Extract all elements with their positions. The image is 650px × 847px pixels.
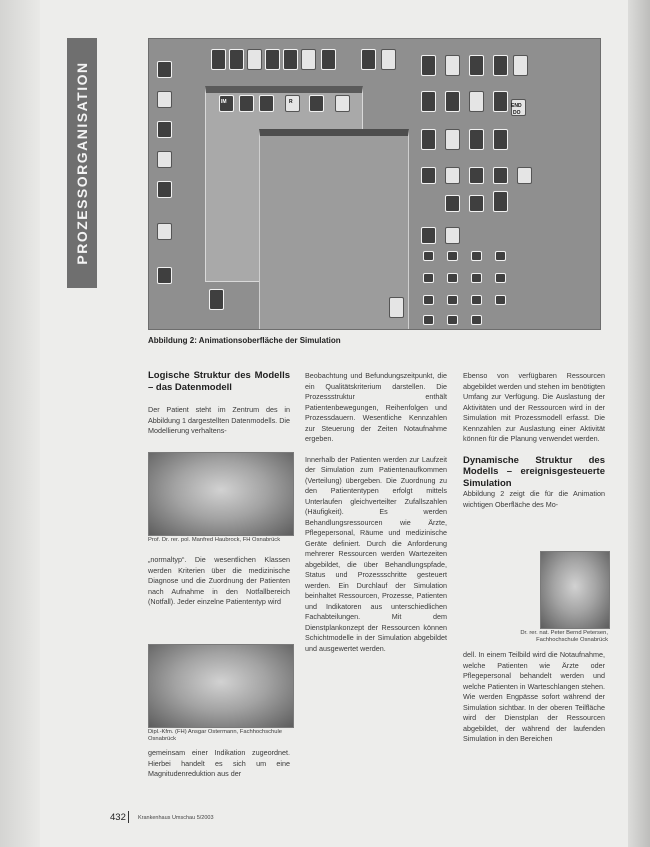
queue-icon xyxy=(447,251,458,261)
section-sidebar xyxy=(67,38,97,288)
author-photo-1 xyxy=(148,452,294,536)
figure-caption: Abbildung 2: Animationsoberfläche der Simulation xyxy=(148,336,341,345)
body-paragraph: Innerhalb der Patienten werden zur Laufzeit der Simulation zum Patientenaufkommen (Verteilung) übergeben. Die Zuordnung zu den Patiententypen erfolgt mittels Unterlaufen gleichverteilter Zufallszahlen (Häufigkeit). Es werden Behandlungsressourcen wie Ärzte, Pflegepersonal, Räume und medizinische Geräte definiert. Durch die Anforderung mehrerer Ressourcen werden Wartezeiten abgebildet, die über Behandlungspfade, Status und Prozessschritte gesteuert werden. Ein Durchlauf der Simulation beinhaltet Ressourcen, Prozesse, Patienten und Indikatoren aus unterschiedlichen Fachabteilungen. Mit dem Dienstplankonzept der Ressourcen können Schichtmodelle in der Simulation abgebildet und ausgewertet werden. xyxy=(305,454,447,653)
queue-icon xyxy=(495,295,506,305)
queue-icon xyxy=(423,315,434,325)
patient-icon xyxy=(421,129,436,150)
patient-icon xyxy=(309,95,324,112)
author-photo-3 xyxy=(540,551,610,629)
resource-icon xyxy=(157,267,172,284)
body-paragraph: dell. In einem Teilbild wird die Notaufnahme, welche Patienten wie Ärzte oder Pflegepersonal behandelt werden und welche Patienten in Warteschlangen stehen. Wie werden Engpässe sofort während der Simulation sichtbar. In der oberen Teilfläche wird der Dienstplan der Ressourcen abgebildet, der während der laufenden Simulation in den Bereichen xyxy=(463,650,605,743)
queue-icon xyxy=(423,295,434,305)
patient-icon xyxy=(301,49,316,70)
body-paragraph: Abbildung 2 zeigt die für die Animation wichtigen Oberfläche des Mo- xyxy=(463,489,605,509)
photo-caption-2: Dipl.-Kfm. (FH) Ansgar Ostermann, Fachhochschule Osnabrück xyxy=(148,729,283,743)
section-heading: Logische Struktur des Modells – das Datenmodell xyxy=(148,370,290,393)
column-1-continued xyxy=(148,555,290,608)
patient-icon xyxy=(209,289,224,310)
resource-icon xyxy=(157,151,172,168)
queue-icon xyxy=(471,295,482,305)
queue-icon xyxy=(471,273,482,283)
patient-icon xyxy=(389,297,404,318)
patient-icon xyxy=(469,55,484,76)
queue-icon xyxy=(447,273,458,283)
r-icon-label: R xyxy=(289,99,293,105)
body-paragraph: Beobachtung und Befundungszeitpunkt, die ein Qualitätskriterium darstellen. Die Prozessstruktur enthält Patientenbewegungen, Reihenfolgen und Prozessdauern. Wesentliche Kennzahlen zur Steuerung der Zeiten Notaufnahme ergeben. xyxy=(305,371,447,443)
body-paragraph: „normaltyp“. Die wesentlichen Klassen werden Kriterien über die medizinische Diagnose und die Zuordnung der Patienten nach Aufnahme in den Notfallbereich (Notfall). Jeder einzelne Patiententyp wird xyxy=(148,555,290,606)
resource-icon xyxy=(157,61,172,78)
photo-caption-3: Dr. rer. nat. Peter Bernd Petersen, Fachhochschule Osnabrück xyxy=(520,630,608,644)
page-number: 432 xyxy=(110,812,126,823)
patient-icon xyxy=(445,129,460,150)
im-icon-label: IM xyxy=(221,99,227,105)
patient-icon xyxy=(469,167,484,184)
animation-window-secondary xyxy=(259,129,409,330)
column-2 xyxy=(305,371,447,654)
queue-icon xyxy=(423,273,434,283)
patient-icon xyxy=(493,91,508,112)
body-paragraph: Der Patient steht im Zentrum des in Abbildung 1 dargestellten Datenmodells. Die Modellierung verhaltens- xyxy=(148,405,290,435)
patient-icon xyxy=(445,91,460,112)
column-3-end xyxy=(463,650,605,745)
patient-icon xyxy=(445,195,460,212)
patient-icon xyxy=(265,49,280,70)
patient-icon xyxy=(493,129,508,150)
column-1-end xyxy=(148,748,290,780)
patient-icon xyxy=(211,49,226,70)
resource-icon xyxy=(157,181,172,198)
patient-icon xyxy=(381,49,396,70)
resource-icon xyxy=(157,121,172,138)
column-3 xyxy=(463,371,605,510)
patient-icon xyxy=(469,91,484,112)
column-1 xyxy=(148,370,290,437)
queue-icon xyxy=(423,251,434,261)
patient-icon xyxy=(493,191,508,212)
page-edge-shadow xyxy=(628,0,650,847)
do-icon-label: DO xyxy=(513,110,521,116)
page-gutter-shade xyxy=(0,0,40,847)
patient-icon xyxy=(493,167,508,184)
patient-icon xyxy=(321,49,336,70)
queue-icon xyxy=(447,315,458,325)
queue-icon xyxy=(471,315,482,325)
section-label: PROZESSORGANISATION xyxy=(74,61,90,265)
queue-icon xyxy=(447,295,458,305)
patient-icon xyxy=(361,49,376,70)
patient-icon xyxy=(513,55,528,76)
patient-icon xyxy=(421,167,436,184)
patient-icon xyxy=(421,91,436,112)
patient-icon xyxy=(493,55,508,76)
simulation-screenshot xyxy=(148,38,601,330)
patient-icon xyxy=(283,49,298,70)
photo-caption-1: Prof. Dr. rer. pol. Manfred Haubrock, FH Osnabrück xyxy=(148,537,281,543)
patient-icon xyxy=(421,227,436,244)
queue-icon xyxy=(495,251,506,261)
publication-name: Krankenhaus Umschau 5/2003 xyxy=(138,815,214,821)
resource-icon xyxy=(157,223,172,240)
body-paragraph: Ebenso von verfügbaren Ressourcen abgebildet werden und stehen im benötigten Umfang zur Verfügung. Die Auslastung der Aktivitäten und der Ressourcen wird in der Simulation mit Prozessmodell erfasst. Die Kennzahlen zur Auslastung einer Aktivität können für die Planung verwendet werden. xyxy=(463,371,605,443)
section-heading: Dynamische Struktur des Modells – ereignisgesteuerte Simulation xyxy=(463,454,605,489)
body-paragraph: gemeinsam einer Indikation zugeordnet. Hierbei handelt es sich um eine Magnitudenreduktion aus der xyxy=(148,748,290,778)
patient-icon xyxy=(445,167,460,184)
patient-icon xyxy=(517,167,532,184)
patient-icon xyxy=(469,195,484,212)
patient-icon xyxy=(445,55,460,76)
patient-icon xyxy=(469,129,484,150)
patient-icon xyxy=(335,95,350,112)
patient-icon xyxy=(259,95,274,112)
queue-icon xyxy=(471,251,482,261)
resource-icon xyxy=(157,91,172,108)
footer-divider xyxy=(128,811,129,823)
queue-icon xyxy=(495,273,506,283)
patient-icon xyxy=(445,227,460,244)
patient-icon xyxy=(421,55,436,76)
patient-icon xyxy=(239,95,254,112)
author-photo-2 xyxy=(148,644,294,728)
end-icon-label: END xyxy=(511,103,522,109)
patient-icon xyxy=(229,49,244,70)
patient-icon xyxy=(247,49,262,70)
